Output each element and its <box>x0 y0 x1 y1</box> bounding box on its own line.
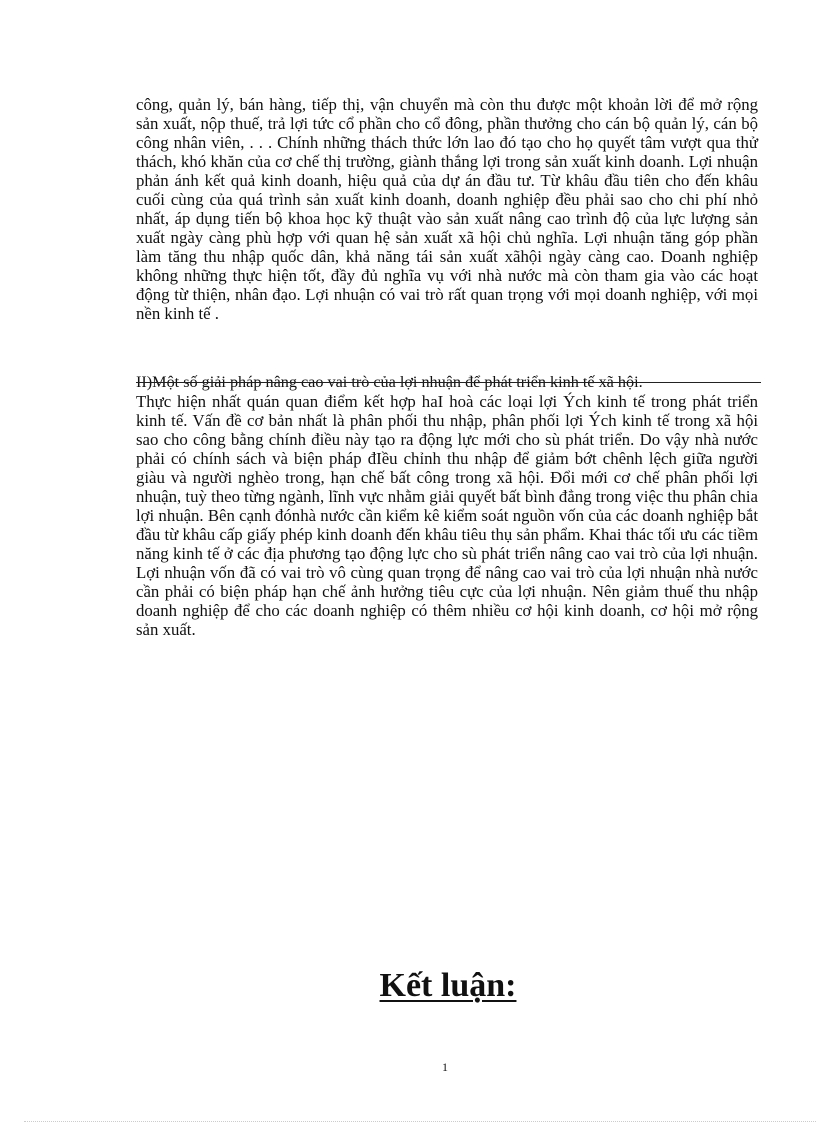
page-number: 1 <box>442 1060 448 1074</box>
conclusion-heading: Kết luận: <box>379 967 517 1004</box>
page-bottom-divider <box>24 1121 816 1122</box>
body-paragraph-profit-role: công, quản lý, bán hàng, tiếp thị, vận chuyển mà còn thu được một khoản lời để mở rộng sản xuất, nộp thuế, trả lợi tức cổ phần cho cổ đông, phần thưởng cho cán bộ quản lý, cán bộ công nhân viên, . . . Chính những thách thức lớn lao đó tạo cho họ quyết tâm vượt qua thử thách, khó khăn của cơ chế thị trường, giành thắng lợi trong sản xuất kinh doanh. Lợi nhuận phản ánh kết quả kinh doanh, hiệu quả của dự án đầu tư. Từ khâu đầu tiên cho đến khâu cuối cùng của quá trình sản xuất kinh doanh, doanh nghiệp đều phải sao cho chi phí nhỏ nhất, áp dụng tiến bộ khoa học kỹ thuật vào sản xuất nâng cao trình độ của lực lượng sản xuất ngày càng phù hợp với quan hệ sản xuất xã hội chủ nghĩa. Lợi nhuận tăng góp phần làm tăng thu nhập quốc dân, khả năng tái sản xuất xãhội ngày càng cao. Doanh nghiệp không những thực hiện tốt, đầy đủ nghĩa vụ với nhà nước mà còn tham gia vào các hoạt động từ thiện, nhân đạo. Lợi nhuận có vai trò rất quan trọng với mọi doanh nghiệp, với mọi nền kinh tế . <box>136 95 758 323</box>
body-paragraph-solutions: Thực hiện nhất quán quan điểm kết hợp haI hoà các loại lợi Ých kinh tế trong phát triển kinh tế. Vấn đề cơ bản nhất là phân phối thu nhập, phân phối lợi Ých kinh tế trong xã hội sao cho công bằng chính điều này tạo ra động lực mới cho sù phát triển. Do vậy nhà nước phải có chính sách và biện pháp đIều chỉnh thu nhập để giảm bớt chênh lệch giữa người giàu và người nghèo trong, hạn chế bất công trong xã hội. Đổi mới cơ chế phân phối lợi nhuận, tuỳ theo từng ngành, lĩnh vực nhằm giải quyết bất bình đẳng trong việc thu phân chia lợi nhuận. Bên cạnh đónhà nước cần kiểm kê kiểm soát nguồn vốn của các doanh nghiệp bắt đầu từ khâu cấp giấy phép kinh doanh đến khâu tiêu thụ sản phẩm. Khai thác tối ưu các tiềm năng kinh tế ở các địa phương tạo động lực cho sù phát triển nâng cao vai trò của lợi nhuận. Lợi nhuận vốn đã có vai trò vô cùng quan trọng để nâng cao vai trò của lợi nhuận nhà nước cần phải có biện pháp hạn chế ảnh hưởng tiêu cực của lợi nhuận. Nên giảm thuế thu nhập doanh nghiệp để cho các doanh nghiệp có thêm nhiều cơ hội kinh doanh, cơ hội mở rộng sản xuất. <box>136 392 758 639</box>
strikethrough-line <box>136 382 761 383</box>
section-heading-solutions: II)Một số giải pháp nâng cao vai trò của lợi nhuận để phát triển kinh tế xã hội. <box>136 373 643 391</box>
